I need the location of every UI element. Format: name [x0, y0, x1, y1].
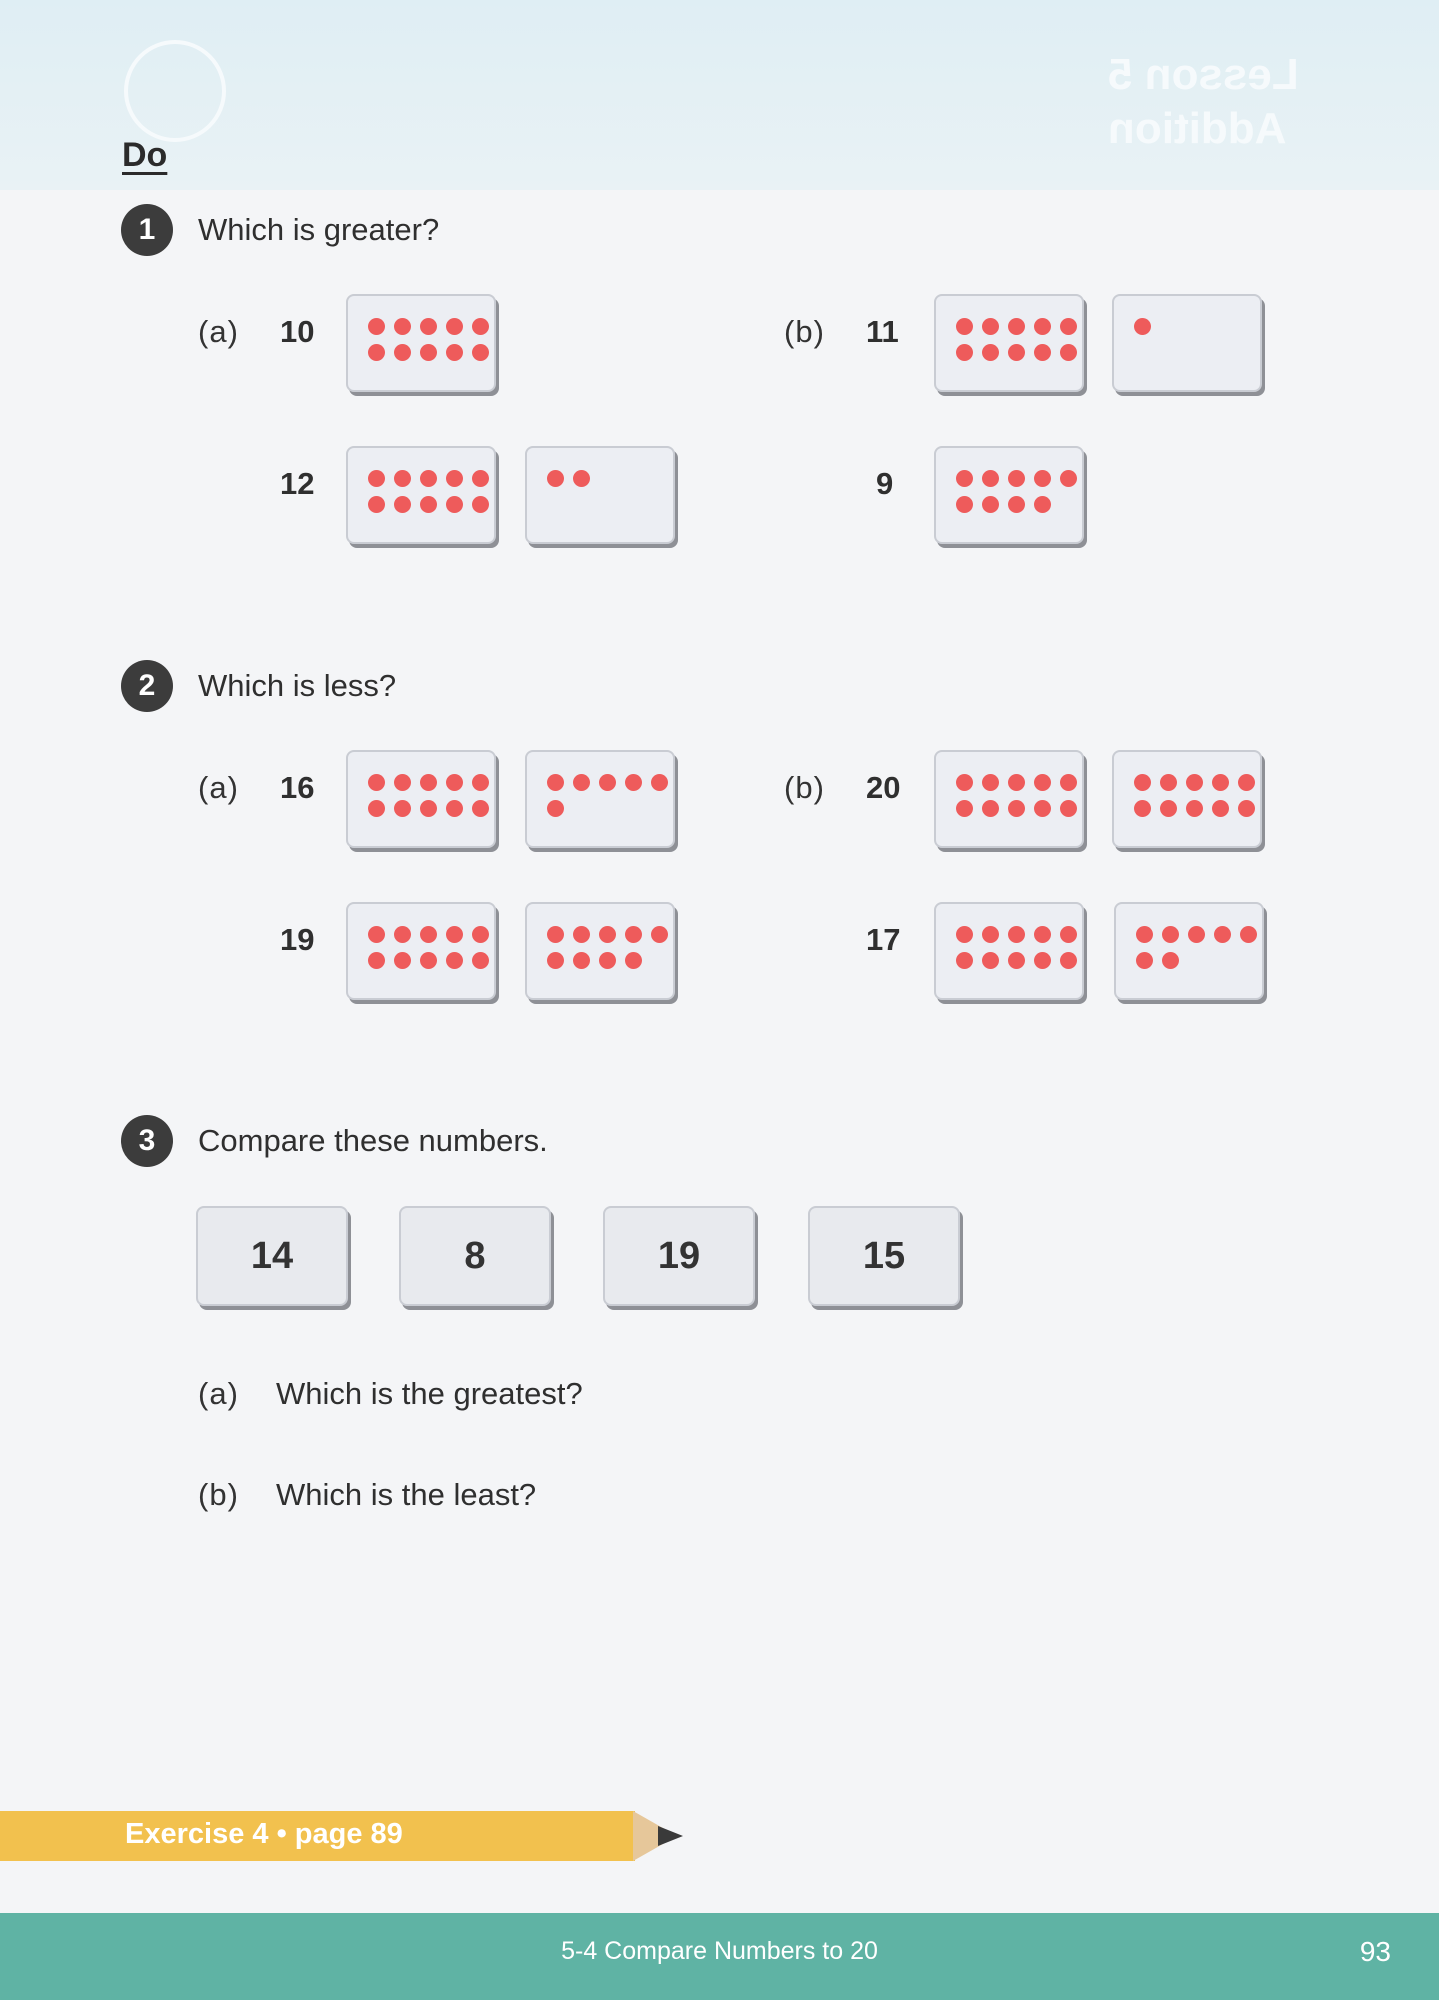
counter-dot	[420, 774, 437, 791]
ten-frame-card	[346, 750, 496, 848]
question-1-prompt: Which is greater?	[198, 212, 440, 247]
counter-dot	[446, 496, 463, 513]
counter-dot	[394, 470, 411, 487]
counter-dot	[1212, 800, 1229, 817]
q3a-label: (a)	[198, 1376, 239, 1411]
section-title: Do	[122, 136, 168, 174]
counter-dot	[420, 318, 437, 335]
counter-dot	[956, 774, 973, 791]
counter-dot	[368, 470, 385, 487]
number-card: 14	[196, 1206, 348, 1306]
counter-dot	[599, 952, 616, 969]
counter-dot	[982, 774, 999, 791]
counter-dot	[625, 774, 642, 791]
counter-dot	[472, 318, 489, 335]
counter-dot	[420, 800, 437, 817]
counter-dot	[1240, 926, 1257, 943]
counter-dot	[1060, 470, 1077, 487]
counter-dot	[1034, 952, 1051, 969]
q1a-number-1: 10	[280, 314, 315, 349]
page-number: 93	[1359, 1936, 1391, 1967]
counter-dot	[982, 800, 999, 817]
counter-dot	[1136, 952, 1153, 969]
counter-dot	[420, 952, 437, 969]
q2a-label: (a)	[198, 770, 239, 805]
counter-dot	[982, 952, 999, 969]
counter-dot	[1008, 318, 1025, 335]
counter-dot	[547, 774, 564, 791]
counter-dot	[1186, 774, 1203, 791]
counter-dot	[1160, 774, 1177, 791]
counter-dot	[1214, 926, 1231, 943]
counter-dot	[1238, 800, 1255, 817]
counter-dot	[1162, 952, 1179, 969]
question-1-number: 1	[121, 204, 173, 256]
counter-dot	[472, 344, 489, 361]
counter-dot	[625, 926, 642, 943]
show-through-lesson-title	[1108, 48, 1299, 156]
number-card: 15	[808, 1206, 960, 1306]
question-3-number: 3	[121, 1115, 173, 1167]
ten-frame-card	[934, 446, 1084, 544]
counter-dot	[446, 774, 463, 791]
q2b-number-1: 20	[866, 770, 901, 805]
counter-dot	[446, 470, 463, 487]
number-card: 8	[399, 1206, 551, 1306]
counter-dot	[982, 926, 999, 943]
counter-dot	[573, 470, 590, 487]
ten-frame-card	[934, 902, 1084, 1000]
lesson-label: Lesson 5	[1108, 50, 1299, 99]
counter-dot	[982, 344, 999, 361]
counter-dot	[368, 496, 385, 513]
counter-dot	[1136, 926, 1153, 943]
ten-frame-card	[934, 294, 1084, 392]
counter-dot	[1034, 496, 1051, 513]
counter-dot	[573, 926, 590, 943]
counter-dot	[420, 926, 437, 943]
counter-dot	[599, 774, 616, 791]
lesson-number-circle	[124, 40, 226, 142]
counter-dot	[1186, 800, 1203, 817]
counter-dot	[956, 952, 973, 969]
counter-dot	[573, 952, 590, 969]
counter-dot	[651, 774, 668, 791]
counter-dot	[1034, 344, 1051, 361]
counter-dot	[472, 926, 489, 943]
counter-dot	[472, 800, 489, 817]
q2a-number-1: 16	[280, 770, 315, 805]
counter-dot	[420, 470, 437, 487]
counter-dot	[956, 496, 973, 513]
counter-dot	[573, 774, 590, 791]
counter-dot	[368, 344, 385, 361]
counter-dot	[1238, 774, 1255, 791]
counter-dot	[472, 774, 489, 791]
ten-frame-card	[934, 750, 1084, 848]
counter-dot	[1162, 926, 1179, 943]
pencil-lead-icon	[658, 1826, 683, 1846]
counter-dot	[982, 318, 999, 335]
counter-dot	[394, 496, 411, 513]
ten-frame-card	[525, 446, 675, 544]
counter-dot	[956, 926, 973, 943]
counter-dot	[394, 926, 411, 943]
counter-dot	[472, 470, 489, 487]
q1b-number-1: 11	[866, 314, 899, 349]
q2a-number-2: 19	[280, 922, 315, 957]
ten-frame-card	[1114, 902, 1264, 1000]
counter-dot	[1034, 470, 1051, 487]
counter-dot	[956, 470, 973, 487]
number-card: 19	[603, 1206, 755, 1306]
counter-dot	[368, 774, 385, 791]
question-2-prompt: Which is less?	[198, 668, 397, 703]
counter-dot	[1008, 800, 1025, 817]
q3b-text: Which is the least?	[276, 1477, 537, 1512]
counter-dot	[547, 470, 564, 487]
counter-dot	[982, 470, 999, 487]
counter-dot	[472, 952, 489, 969]
counter-dot	[1060, 774, 1077, 791]
ten-frame-card	[1112, 750, 1262, 848]
counter-dot	[547, 926, 564, 943]
counter-dot	[394, 318, 411, 335]
counter-dot	[446, 318, 463, 335]
counter-dot	[1134, 800, 1151, 817]
counter-dot	[1212, 774, 1229, 791]
counter-dot	[420, 344, 437, 361]
chapter-section-title: 5-4 Compare Numbers to 20	[561, 1937, 878, 1965]
counter-dot	[1134, 318, 1151, 335]
counter-dot	[394, 952, 411, 969]
question-2-number: 2	[121, 660, 173, 712]
ten-frame-card	[346, 902, 496, 1000]
counter-dot	[1008, 926, 1025, 943]
ten-frame-card	[1112, 294, 1262, 392]
counter-dot	[982, 496, 999, 513]
counter-dot	[1160, 800, 1177, 817]
counter-dot	[368, 952, 385, 969]
counter-dot	[547, 952, 564, 969]
counter-dot	[368, 926, 385, 943]
counter-dot	[1034, 800, 1051, 817]
q1b-number-2: 9	[876, 466, 894, 501]
counter-dot	[394, 774, 411, 791]
counter-dot	[625, 952, 642, 969]
counter-dot	[1034, 926, 1051, 943]
counter-dot	[956, 344, 973, 361]
counter-dot	[1008, 496, 1025, 513]
counter-dot	[472, 496, 489, 513]
counter-dot	[1034, 318, 1051, 335]
counter-dot	[368, 318, 385, 335]
counter-dot	[368, 800, 385, 817]
question-3-prompt: Compare these numbers.	[198, 1123, 548, 1158]
counter-dot	[956, 318, 973, 335]
counter-dot	[446, 800, 463, 817]
counter-dot	[446, 952, 463, 969]
q2b-number-2: 17	[866, 922, 901, 957]
counter-dot	[956, 800, 973, 817]
counter-dot	[1188, 926, 1205, 943]
counter-dot	[420, 496, 437, 513]
counter-dot	[1008, 952, 1025, 969]
q1a-number-2: 12	[280, 466, 315, 501]
ten-frame-card	[525, 750, 675, 848]
ten-frame-card	[346, 446, 496, 544]
counter-dot	[1008, 774, 1025, 791]
q3b-label: (b)	[198, 1477, 239, 1512]
counter-dot	[446, 344, 463, 361]
counter-dot	[1060, 952, 1077, 969]
counter-dot	[1060, 800, 1077, 817]
counter-dot	[599, 926, 616, 943]
q3a-text: Which is the greatest?	[276, 1376, 583, 1411]
counter-dot	[446, 926, 463, 943]
counter-dot	[1008, 470, 1025, 487]
counter-dot	[1060, 344, 1077, 361]
counter-dot	[1060, 318, 1077, 335]
counter-dot	[394, 800, 411, 817]
counter-dot	[394, 344, 411, 361]
counter-dot	[1060, 926, 1077, 943]
counter-dot	[547, 800, 564, 817]
counter-dot	[1008, 344, 1025, 361]
topic-label: Addition	[1108, 104, 1287, 153]
q1b-label: (b)	[784, 314, 825, 349]
q2b-label: (b)	[784, 770, 825, 805]
counter-dot	[651, 926, 668, 943]
exercise-reference: Exercise 4 • page 89	[125, 1818, 403, 1850]
counter-dot	[1134, 774, 1151, 791]
ten-frame-card	[346, 294, 496, 392]
ten-frame-card	[525, 902, 675, 1000]
counter-dot	[1034, 774, 1051, 791]
q1a-label: (a)	[198, 314, 239, 349]
